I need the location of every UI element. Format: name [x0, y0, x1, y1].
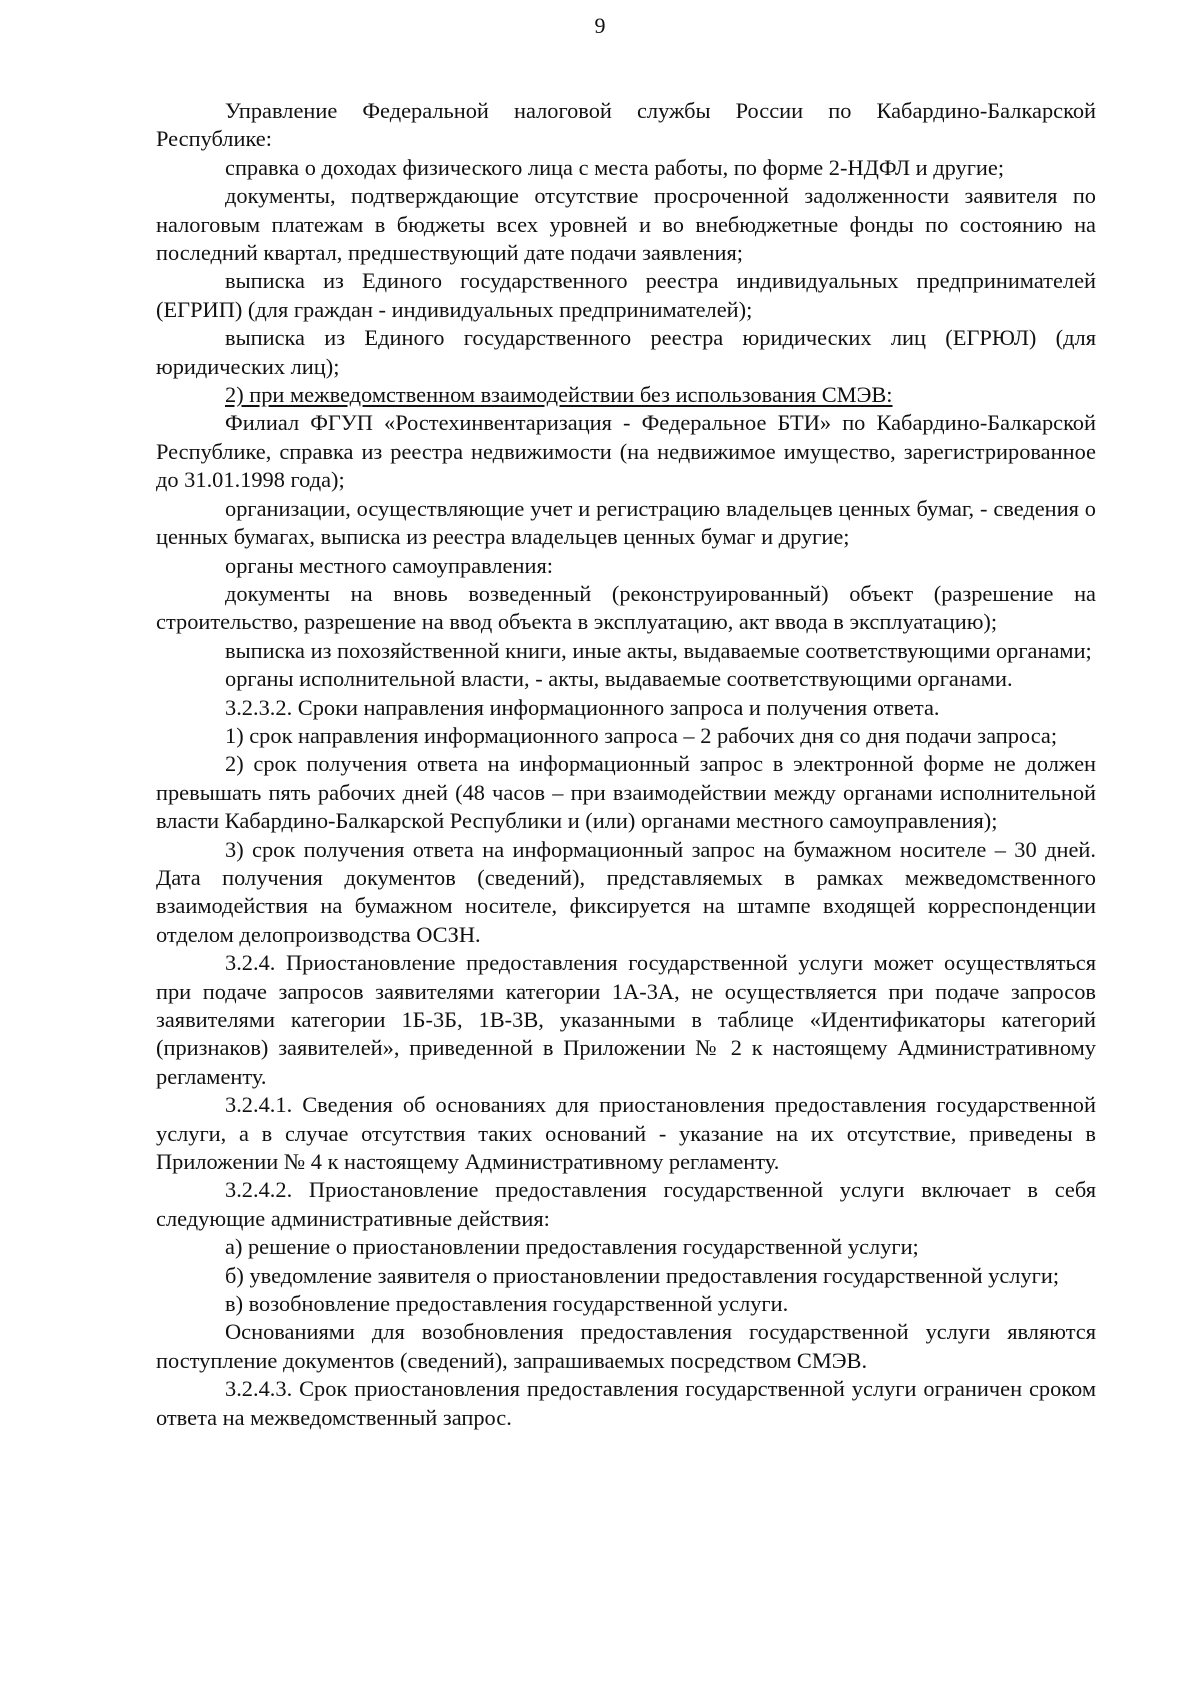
paragraph-resume-grounds: Основаниями для возобновления предоставления государственной услуги являются поступление документов (сведений), запрашиваемых посредством СМЭВ. — [156, 1319, 1096, 1373]
paragraph-without-smev — [156, 381, 1096, 409]
paragraph-3-2-4: 3.2.4. Приостановление предоставления государственной услуги может осуществляться при подаче запросов заявителями категории 1А-3А, не осуществляется при подаче запросов заявителями категории 1Б-3Б, 1В-3В, указанными в таблице «Идентификаторы категорий (признаков) заявителей», приведенной в Приложении № 2 к настоящему Административному регламенту. — [156, 950, 1096, 1089]
paragraph-ufns: Управление Федеральной налоговой службы России по Кабардино-Балкарской Республике: — [156, 98, 1096, 152]
paragraph-tax-debt: документы, подтверждающие отсутствие просроченной задолженности заявителя по налоговым платежам в бюджеты всех уровней и во внебюджетные фонды по состоянию на последний квартал, предшествующий дате подачи заявления; — [156, 183, 1096, 266]
paragraph-3-2-3-2: 3.2.3.2. Сроки направления информационного запроса и получения ответа. — [225, 694, 940, 720]
underlined-heading: 2) при межведомственном взаимодействии без использования СМЭВ: — [225, 382, 893, 408]
paragraph-3-2-4-3: 3.2.4.3. Срок приостановления предоставления государственной услуги ограничен сроком ответа на межведомственный запрос. — [156, 1376, 1096, 1430]
paragraph-egryul: выписка из Единого государственного реестра юридических лиц (ЕГРЮЛ) (для юридических лиц); — [156, 325, 1096, 379]
paragraph-item-v: в) возобновление предоставления государственной услуги. — [225, 1291, 789, 1317]
paragraph-egrip: выписка из Единого государственного реестра индивидуальных предпринимателей (ЕГРИП) (для граждан - индивидуальных предпринимателей); — [156, 268, 1096, 322]
paragraph-paper-term: 3) срок получения ответа на информационный запрос на бумажном носителе – 30 дней. Дата получения документов (сведений), представляемых в рамках межведомственного взаимодействия на бумажном носителе, фиксируется на штампе входящей корреспонденции отделом делопроизводства ОСЗН. — [156, 836, 1096, 947]
paragraph-3-2-4-2: 3.2.4.2. Приостановление предоставления государственной услуги включает в себя следующие административные действия: — [156, 1177, 1096, 1231]
paragraph-bti: Филиал ФГУП «Ростехинвентаризация - Федеральное БТИ» по Кабардино-Балкарской Республике, справка из реестра недвижимости (на недвижимое имущество, зарегистрированное до 31.01.1998 года); — [156, 410, 1096, 493]
paragraph-2ndfl: справка о доходах физического лица с места работы, по форме 2-НДФЛ и другие; — [225, 154, 1005, 180]
document-body — [156, 97, 1096, 1432]
page-number: 9 — [594, 13, 606, 38]
paragraph-request-term: 1) срок направления информационного запроса – 2 рабочих дня со дня подачи запроса; — [225, 722, 1058, 748]
paragraph-electronic-term: 2) срок получения ответа на информационный запрос в электронной форме не должен превышать пять рабочих дней (48 часов – при взаимодействии между органами исполнительной власти Кабардино-Балкарской Республики и (или) органами местного самоуправления); — [156, 751, 1096, 834]
paragraph-construction-docs: документы на вновь возведенный (реконструированный) объект (разрешение на строительство, разрешение на ввод объекта в эксплуатацию, акт ввода в эксплуатацию); — [156, 580, 1096, 635]
paragraph-executive-bodies: органы исполнительной власти, - акты, выдаваемые соответствующими органами. — [225, 666, 1013, 692]
paragraph-item-b: б) уведомление заявителя о приостановлении предоставления государственной услуги; — [225, 1262, 1060, 1288]
paragraph-item-a: а) решение о приостановлении предоставления государственной услуги; — [225, 1234, 919, 1260]
paragraph-household-book: выписка из похозяйственной книги, иные акты, выдаваемые соответствующими органами; — [225, 637, 1092, 663]
paragraph-local-government: органы местного самоуправления: — [225, 552, 553, 578]
paragraph-3-2-4-1: 3.2.4.1. Сведения об основаниях для приостановления предоставления государственной услуги, а в случае отсутствия таких оснований - указание на их отсутствие, приведены в Приложении № 4 к настоящему Административному регламенту. — [156, 1092, 1096, 1175]
paragraph-securities: организации, осуществляющие учет и регистрацию владельцев ценных бумаг, - сведения о ценных бумагах, выписка из реестра владельцев ценных бумаг и другие; — [156, 495, 1096, 550]
